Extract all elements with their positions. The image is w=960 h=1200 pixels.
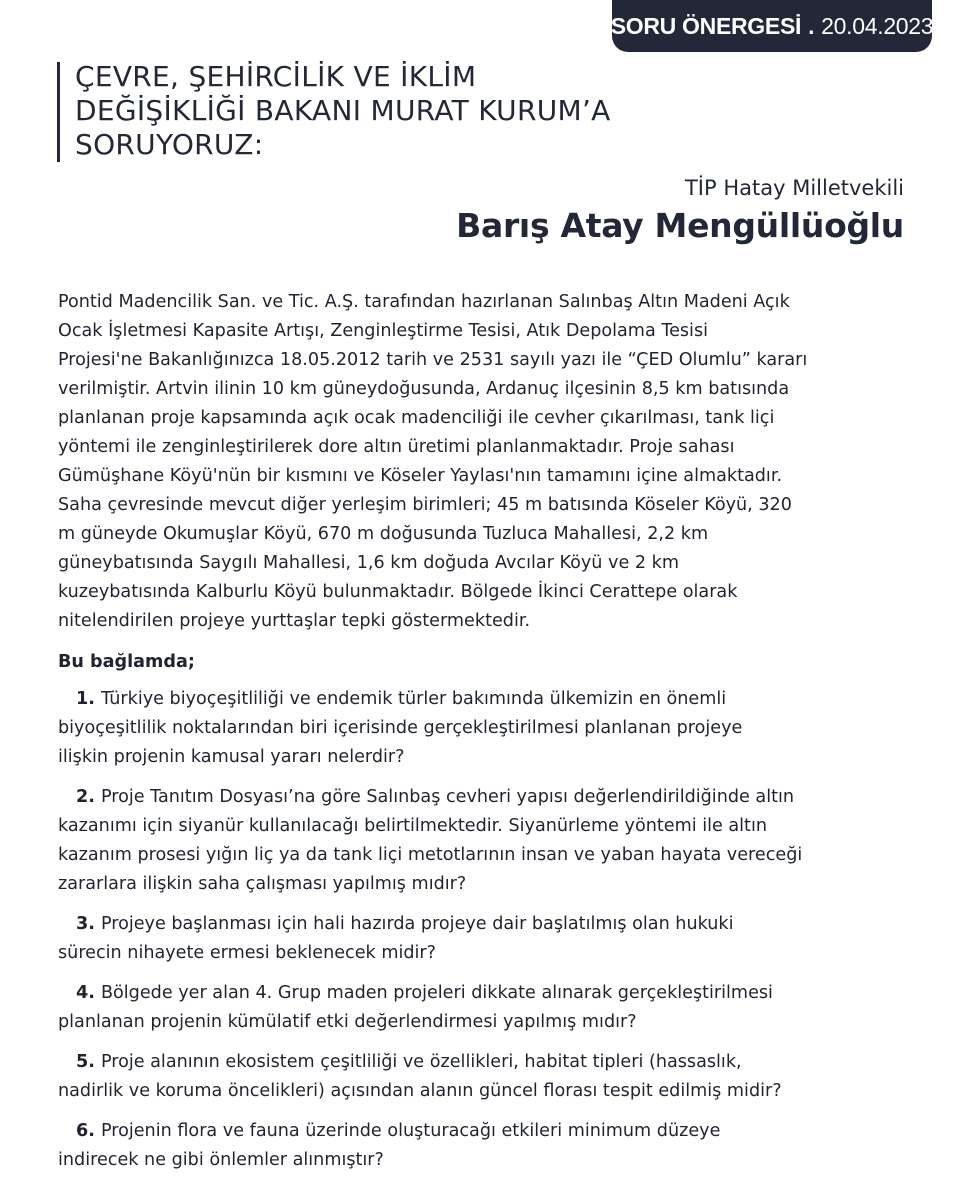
intro-line: Gümüşhane Köyü'nün bir kısmını ve Köseler Yaylası'nın tamamını içine almaktadır. [58, 466, 783, 486]
author-name: Barış Atay Mengüllüoğlu [456, 206, 904, 245]
question-line [58, 685, 910, 714]
question-text: Projenin flora ve fauna üzerinde oluşturacağı etkileri minimum düzeye [100, 1121, 721, 1141]
question-item [58, 783, 910, 899]
title-line: DEĞİŞİKLİĞİ BAKANI MURAT KURUM’A [75, 94, 611, 127]
question-item [58, 1048, 910, 1106]
question-item [58, 1117, 910, 1175]
question-line [58, 1117, 910, 1146]
question-line: zararlara ilişkin saha çalışması yapılmış mıdır? [58, 874, 467, 894]
question-number: 2. [76, 787, 95, 807]
question-number: 1. [76, 689, 95, 709]
intro-line: yöntemi ile zenginleştirilerek dore altın üretimi planlanmaktadır. Proje sahası [58, 437, 735, 457]
question-text: Türkiye biyoçeşitliliği ve endemik türler bakımında ülkemizin en önemli [100, 689, 727, 709]
question-line [58, 1048, 910, 1077]
document-type-tab [612, 0, 932, 52]
question-item [58, 979, 910, 1037]
question-line: planlanan projenin kümülatif etki değerlendirmesi yapılmış mıdır? [58, 1012, 637, 1032]
question-number: 5. [76, 1052, 95, 1072]
intro-line: Saha çevresinde mevcut diğer yerleşim birimleri; 45 m batısında Köseler Köyü, 320 [58, 495, 792, 515]
title-accent-bar [57, 62, 60, 162]
title-block [57, 62, 737, 162]
question-list [58, 685, 910, 1175]
question-line: sürecin nihayete ermesi beklenecek midir? [58, 943, 436, 963]
intro-line: kuzeybatısında Kalburlu Köyü bulunmaktadır. Bölgede İkinci Cerattepe olarak [58, 582, 738, 602]
question-line [58, 910, 910, 939]
question-line: kazanım prosesi yığın liç ya da tank liçi metotlarının insan ve yaban hayata vereceği [58, 845, 803, 865]
question-line [58, 783, 910, 812]
question-number: 4. [76, 983, 95, 1003]
question-text: Proje Tanıtım Dosyası’na göre Salınbaş cevheri yapısı değerlendirildiğinde altın [100, 787, 795, 807]
question-text: Projeye başlanması için hali hazırda projeye dair başlatılmış olan hukuki [100, 914, 734, 934]
intro-paragraph [58, 288, 910, 636]
question-number: 3. [76, 914, 95, 934]
intro-line: Ocak İşletmesi Kapasite Artışı, Zenginleştirme Tesisi, Atık Depolama Tesisi [58, 321, 709, 341]
question-item [58, 910, 910, 968]
title-line: ÇEVRE, ŞEHİRCİLİK VE İKLİM [75, 60, 477, 93]
question-line: biyoçeşitlilik noktalarından biri içerisinde gerçekleştirilmesi planlanan projeye [58, 718, 743, 738]
intro-line: güneybatısında Saygılı Mahallesi, 1,6 km doğuda Avcılar Köyü ve 2 km [58, 553, 679, 573]
question-line [58, 979, 910, 1008]
document-body [58, 288, 910, 1186]
question-text: Bölgede yer alan 4. Grup maden projeleri dikkate alınarak gerçekleştirilmesi [100, 983, 773, 1003]
intro-line: Projesi'ne Bakanlığınızca 18.05.2012 tarih ve 2531 sayılı yazı ile “ÇED Olumlu” kararı [58, 350, 808, 370]
document-type-label: SORU ÖNERGESİ [610, 12, 802, 39]
title-line: SORUYORUZ: [75, 128, 264, 161]
intro-line: Pontid Madencilik San. ve Tic. A.Ş. tarafından hazırlanan Salınbaş Altın Madeni Açık [58, 292, 790, 312]
page-title [75, 60, 611, 162]
document-date: 20.04.2023 [821, 12, 934, 39]
intro-line: verilmiştir. Artvin ilinin 10 km güneydoğusunda, Ardanuç ilçesinin 8,5 km batısında [58, 379, 790, 399]
question-text: Proje alanının ekosistem çeşitliliği ve özellikleri, habitat tipleri (hassaslık, [100, 1052, 742, 1072]
question-line: ilişkin projenin kamusal yararı nelerdir? [58, 747, 405, 767]
question-item [58, 685, 910, 772]
question-line: nadirlik ve koruma öncelikleri) açısından alanın güncel florası tespit edilmiş midir? [58, 1081, 782, 1101]
question-line: kazanımı için siyanür kullanılacağı belirtilmektedir. Siyanürleme yöntemi ile altın [58, 816, 767, 836]
question-line: indirecek ne gibi önlemler alınmıştır? [58, 1150, 384, 1170]
intro-line: m güneyde Okumuşlar Köyü, 670 m doğusunda Tuzluca Mahallesi, 2,2 km [58, 524, 709, 544]
intro-line: nitelendirilen projeye yurttaşlar tepki göstermektedir. [58, 611, 531, 631]
intro-line: planlanan proje kapsamında açık ocak madenciliği ile cevher çıkarılması, tank liçi [58, 408, 775, 428]
context-label: Bu bağlamda; [58, 652, 195, 672]
question-number: 6. [76, 1121, 95, 1141]
header-separator: . [808, 12, 815, 39]
author-party: TİP Hatay Milletvekili [684, 176, 904, 200]
